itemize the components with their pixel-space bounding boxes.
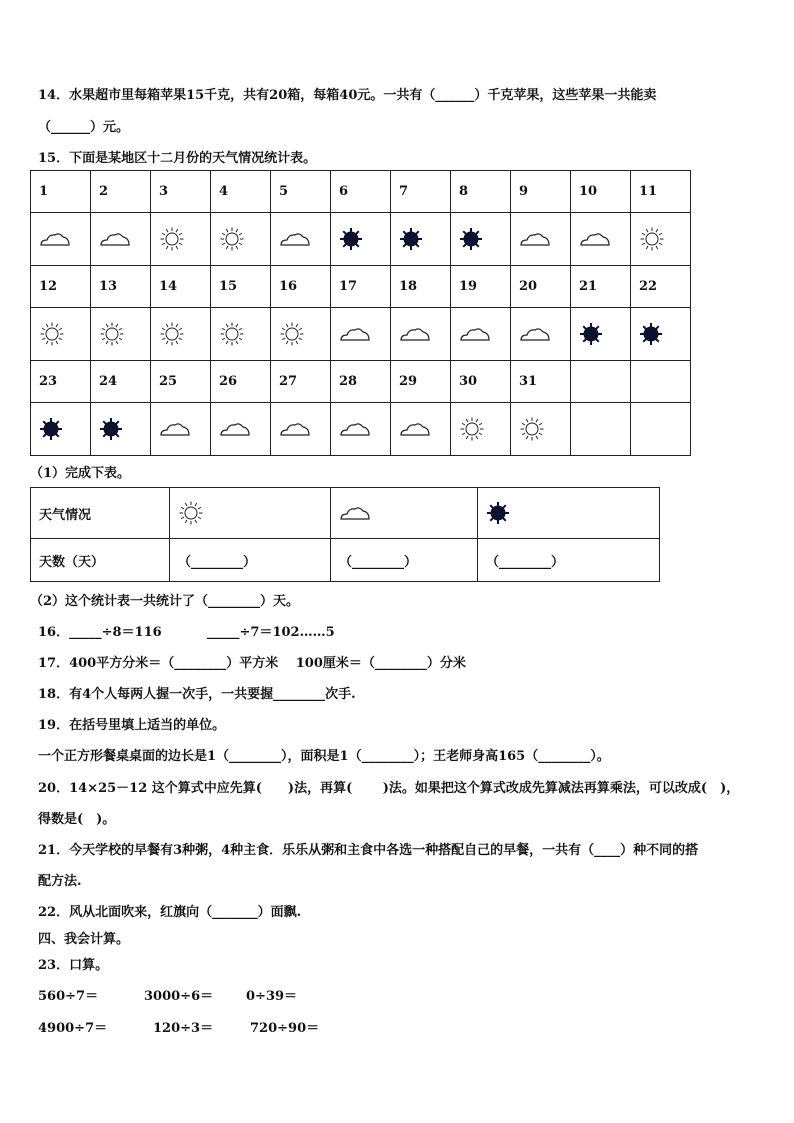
q14-line1: 14．水果超市里每箱苹果15千克，共有20箱，每箱40元。一共有（______）千克苹果，这些苹果一共能卖 bbox=[38, 88, 657, 103]
day-number: 14 bbox=[151, 266, 211, 308]
day-number: 15 bbox=[211, 266, 271, 308]
day-number: 17 bbox=[331, 266, 391, 308]
calc-1: 560÷7＝ bbox=[38, 989, 99, 1004]
day-number: 20 bbox=[511, 266, 571, 308]
cloudy-icon bbox=[331, 403, 391, 456]
day-number: 11 bbox=[631, 171, 691, 213]
q18: 18．有4个人每两人握一次手，一共要握________次手. bbox=[38, 687, 356, 702]
q21-line2: 配方法. bbox=[38, 874, 82, 889]
day-number bbox=[631, 361, 691, 403]
sunny-icon bbox=[151, 213, 211, 266]
day-number: 3 bbox=[151, 171, 211, 213]
day-number: 28 bbox=[331, 361, 391, 403]
snow-icon bbox=[91, 403, 151, 456]
day-number: 23 bbox=[31, 361, 91, 403]
snow-icon bbox=[631, 308, 691, 361]
calc-4: 4900÷7＝ bbox=[38, 1021, 108, 1036]
snow-icon bbox=[478, 488, 660, 539]
snow-days-blank[interactable]: （________） bbox=[478, 539, 660, 582]
day-number: 21 bbox=[571, 266, 631, 308]
day-number: 1 bbox=[31, 171, 91, 213]
summary-table bbox=[30, 487, 660, 582]
cloudy-icon bbox=[151, 403, 211, 456]
calc-6: 720÷90＝ bbox=[250, 1021, 320, 1036]
q17: 17．400平方分米＝（________）平方米 100厘米＝（________）分米 bbox=[38, 656, 466, 671]
q23-title: 23．口算。 bbox=[38, 958, 109, 973]
sunny-icon bbox=[211, 308, 271, 361]
sunny-icon bbox=[31, 308, 91, 361]
q20-line1: 20．14×25－12 这个算式中应先算( )法，再算( )法。如果把这个算式改成先算减法再算乘法，可以改成( )， bbox=[38, 781, 740, 796]
q19-body: 一个正方形餐桌桌面的边长是1（________），面积是1（________）；王老师身高165（________）。 bbox=[38, 749, 610, 764]
day-number: 24 bbox=[91, 361, 151, 403]
cloudy-icon bbox=[271, 403, 331, 456]
sunny-icon bbox=[91, 308, 151, 361]
calc-5: 120÷3＝ bbox=[153, 1021, 214, 1036]
empty-cell bbox=[631, 403, 691, 456]
sunny-icon bbox=[151, 308, 211, 361]
q21-line1: 21．今天学校的早餐有3种粥，4种主食．乐乐从粥和主食中各选一种搭配自己的早餐，一共有（____）种不同的搭 bbox=[38, 843, 699, 858]
sunny-icon bbox=[170, 488, 331, 539]
day-number bbox=[571, 361, 631, 403]
cloudy-icon bbox=[511, 308, 571, 361]
sunny-icon bbox=[511, 403, 571, 456]
cloudy-icon bbox=[211, 403, 271, 456]
day-number: 2 bbox=[91, 171, 151, 213]
day-number: 31 bbox=[511, 361, 571, 403]
q15-title: 15．下面是某地区十二月份的天气情况统计表。 bbox=[38, 151, 317, 166]
day-number: 13 bbox=[91, 266, 151, 308]
day-number: 6 bbox=[331, 171, 391, 213]
day-number: 19 bbox=[451, 266, 511, 308]
day-number: 30 bbox=[451, 361, 511, 403]
sunny-icon bbox=[211, 213, 271, 266]
weather-table bbox=[30, 170, 691, 456]
day-number: 26 bbox=[211, 361, 271, 403]
q19-title: 19．在括号里填上适当的单位。 bbox=[38, 718, 226, 733]
cloudy-icon bbox=[391, 308, 451, 361]
cloudy-days-blank[interactable]: （________） bbox=[331, 539, 478, 582]
day-number: 27 bbox=[271, 361, 331, 403]
day-number: 12 bbox=[31, 266, 91, 308]
sunny-days-blank[interactable]: （________） bbox=[170, 539, 331, 582]
day-number: 4 bbox=[211, 171, 271, 213]
q22: 22．风从北面吹来，红旗向（_______）面飘. bbox=[38, 905, 302, 920]
snow-icon bbox=[331, 213, 391, 266]
cloudy-icon bbox=[331, 488, 478, 539]
q20-line2: 得数是( )。 bbox=[38, 812, 116, 827]
q16-b: _____÷7＝102……5 bbox=[207, 625, 335, 640]
day-number: 29 bbox=[391, 361, 451, 403]
snow-icon bbox=[571, 308, 631, 361]
day-number: 16 bbox=[271, 266, 331, 308]
snow-icon bbox=[451, 213, 511, 266]
day-number: 18 bbox=[391, 266, 451, 308]
cloudy-icon bbox=[91, 213, 151, 266]
calc-2: 3000÷6＝ bbox=[144, 989, 214, 1004]
sunny-icon bbox=[451, 403, 511, 456]
q15-part2: （2）这个统计表一共统计了（________）天。 bbox=[30, 594, 300, 609]
cloudy-icon bbox=[511, 213, 571, 266]
day-number: 7 bbox=[391, 171, 451, 213]
day-number: 25 bbox=[151, 361, 211, 403]
calc-3: 0÷39＝ bbox=[246, 989, 298, 1004]
sunny-icon bbox=[631, 213, 691, 266]
snow-icon bbox=[391, 213, 451, 266]
sunny-icon bbox=[271, 308, 331, 361]
cloudy-icon bbox=[31, 213, 91, 266]
q16-a: 16．_____÷8＝116 bbox=[38, 625, 162, 640]
snow-icon bbox=[31, 403, 91, 456]
q15-part1: （1）完成下表。 bbox=[30, 466, 131, 481]
cloudy-icon bbox=[331, 308, 391, 361]
cloudy-icon bbox=[391, 403, 451, 456]
empty-cell bbox=[571, 403, 631, 456]
cloudy-icon bbox=[571, 213, 631, 266]
day-number: 22 bbox=[631, 266, 691, 308]
section4-heading: 四、我会计算。 bbox=[38, 932, 130, 947]
day-number: 10 bbox=[571, 171, 631, 213]
q14-line2: （______）元。 bbox=[38, 120, 130, 135]
cloudy-icon bbox=[451, 308, 511, 361]
days-label: 天数（天） bbox=[31, 539, 170, 582]
day-number: 5 bbox=[271, 171, 331, 213]
weather-label: 天气情况 bbox=[31, 488, 170, 539]
cloudy-icon bbox=[271, 213, 331, 266]
day-number: 9 bbox=[511, 171, 571, 213]
day-number: 8 bbox=[451, 171, 511, 213]
